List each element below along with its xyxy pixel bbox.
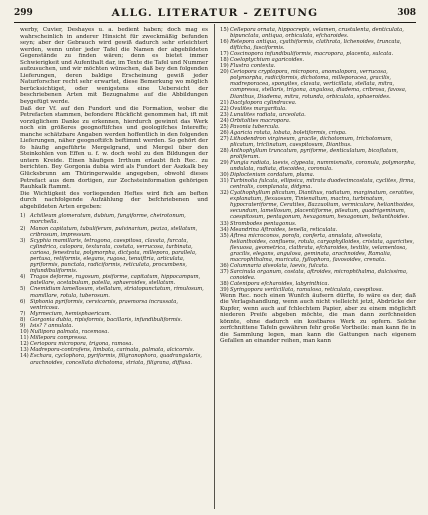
list-item	[220, 69, 416, 99]
item-text: Coeloptychium agaricoides.	[230, 57, 305, 64]
item-text: Diploctenium cordatum, pluma.	[230, 172, 315, 179]
item-number: 21)	[220, 99, 229, 106]
list-item	[220, 190, 416, 220]
item-number: 8)	[20, 316, 26, 323]
item-text: Eschara, cyclophora, pyriformis, filigranophora, quadrangularis, arachnoides, concellata dichotoma, striata, filigrana, diffusa.	[30, 353, 202, 366]
item-number: 6)	[20, 298, 26, 305]
item-text: Ovulites margaritula.	[230, 105, 287, 112]
item-number: 31)	[220, 178, 229, 185]
paragraph: Die Wichtigkeit des vorliegenden Heftes wird fich am beften durch nachfolgende Aufzählung der befchriebenen und abgebildeten Arten ergeben:	[20, 190, 208, 210]
item-number: 1)	[20, 213, 26, 220]
species-list-left	[20, 213, 208, 365]
list-item	[20, 238, 208, 275]
list-item	[220, 27, 416, 39]
closing-paragraph: Wenn Rec. noch einen Wunfch äufsern dürfte, fo wäre es der, daß die Verlagshandlung, wenn auch nicht vielleicht jetzt, Abdrücke der Kupfer, wenn auch auf fchlechtem Papier, aber zu einem möglichft niederen Preife abgeben möchte, die man dann zerfchneiden könnte, ohne dadurch ein kostbares Werk zu opfern. Solche zerfchnittene Tafeln gewähren fehr große Vortheile: man kann fie in die Sammlung legen, man kann die Gattungen nach eigenem Gefallen an einander reihen, man kann	[220, 293, 416, 344]
list-item	[20, 274, 208, 286]
paragraph: werby, Cuvier, Deshayes u. a. bedient haben; doch mag es wahrscheinlich in anderer Hinsicht für zweckmäßig befunden seyn; aber der Gebrauch wird gewiß dadurch sehr erleichtert werden, wenn unter jeder Tafel die Namen der abgebildeten Gegenstände zu finden wären; denn es bietet immer Schwierigkeit und Aufenthalt dar, im Texte die Tafel und Nummer aufzusuchen, und wir möchten wünschen, daß bey den folgenden Lieferungen, deren baldige Erscheinung gewiß jeder Naturforscher recht sehr erwartet, diese Bemerkung wo möglich berücksichtiget, oder wenigstens eine Uebersicht der beschriebenen Arten mit Bezugnahme auf die Abbildungen beygefügt werde.	[20, 27, 208, 106]
item-number: 13)	[20, 347, 29, 354]
item-text: Sarcinula organum, costata, aftroides, microphthalma, dulcissima, conoidea.	[230, 268, 408, 281]
item-text: Lunulites radiata, urceolata.	[230, 111, 306, 118]
page-header	[14, 8, 416, 22]
list-item	[20, 286, 208, 298]
list-item	[20, 353, 208, 365]
item-number: 3)	[20, 237, 26, 244]
item-text: Ceriopora cryptopora, micropora, anomalopora, verrucosa, polymorpha, radiciformis, dichotoma, milleporacea, gracilis, madreporacea, spongites, clavata, verticillata, stellata, mitra, compressa, stellaris, trigona, angulosa, diadema, cribrosa, favosa, Dianthus, Diadema, mitra, rotunda, orbiculata, sphaeroides.	[230, 69, 407, 100]
item-number: 22)	[220, 105, 229, 112]
item-text: Fungia radiata, laevis, clypeata, nummismalis, coronula, polymorpha, undulata, radiata, discoidea, coronula.	[230, 160, 416, 173]
item-text: Dactylopora cylindracea.	[230, 99, 297, 106]
item-number: 34)	[220, 226, 229, 233]
item-text: Anthophyllum truncatum, pyriforme, denticulatum, bicoflatum, proliferum.	[230, 147, 399, 160]
item-number: 28)	[220, 147, 229, 154]
item-number: 24)	[220, 117, 229, 124]
item-text: Tragos deforme, rugosum, pisiforme, capitatum, hippocampum, patellare, acetabulum, patella, sphaeroides, stellatum.	[30, 274, 201, 287]
item-number: 15)	[220, 27, 229, 33]
column-divider	[214, 24, 215, 509]
item-text: Strombodes pentagonus.	[230, 220, 297, 227]
item-number: 17)	[220, 51, 229, 58]
item-number: 37)	[220, 268, 229, 275]
item-number: 35)	[220, 232, 229, 239]
item-number: 5)	[20, 286, 26, 293]
list-item	[20, 299, 208, 311]
item-text: Scyphia mamillaris, tetragona, caespitosa, clavata, furcata, cylindrica, calopora, texturata, costata, verrucosa, turbinata, cariosa, fenestrata, polymorpha, dictyota, millepora, parallela, pertusa, retiformis, elegans, rugosa, tenuiftria, articulata, pyriformis, punctata, radiciformis, reticulata, procumbens, infundibuliformis.	[30, 237, 197, 275]
item-text: Pavonia tubercula.	[230, 123, 280, 130]
list-item	[220, 233, 416, 263]
item-number: 2)	[20, 225, 26, 232]
item-text: Columnaria alveolata, laevis, fulcata.	[230, 262, 329, 269]
item-number: 12)	[20, 341, 29, 348]
item-number: 26)	[220, 129, 229, 136]
item-number: 4)	[20, 274, 26, 281]
item-text: Ceriopora micropora, trigona, ramosa.	[30, 341, 134, 348]
item-text: Lithodendron virgineum, gracile, dichotomum, trichotomum, plicatum, triclinatum, caespitosum, Dianthus.	[230, 135, 393, 148]
item-text: Syringopora verticillata, ramulosa, reticulata, caespitosa.	[230, 287, 384, 294]
paragraph: Daß der Vf. auf den Fundort und die Formation, woher die Petrefacten stammen, befondere Rückficht genommen hat, ift mit vorzüglichem Danke zu erkennen, hierdurch gewinnt das Werk noch ein größeres geognoftifches und geologifches Intereffe; manche schätzbare Angaben werden hoffentlich in den folgenden Lieferungen, näher geognoftifch beftimmt werden. So gehört der fo häufig angeführte Mergelgrand, und Mergel über den Steinkohlen von Effen u. f. w. doch wohl zu den Bildungen der untern Kreide. Einen häufigen Irrthum erlaubt fich Rec. zu berichten. Bey Gorgonia dubia wird als Fundort der Aszkalk bey Glücksbrunn am Thüringerwalde angegeben, obwohl dieses Petrefact aus dem dortigen, zur Zechsteinformation gehörigen Rauhkalk ftammt.	[20, 105, 208, 191]
item-text: Myrmecium, hemisphaericum.	[30, 310, 112, 317]
item-number: 11)	[20, 335, 29, 342]
item-text: Manon capitatum, tubuliferum, pulvinarium, peziza, stellatum, cribrosum, impressum.	[30, 225, 198, 238]
item-text: Turbinolia fulcata, ellipsica, mitrata duodecimcostata, cyclites, firma, centralis, complanata, didyma.	[230, 178, 416, 191]
item-number: 20)	[220, 69, 229, 76]
item-number: 32)	[220, 190, 229, 197]
item-text: Madrepora-controfens, limbata, carinata, palmata, alcicornis.	[30, 347, 195, 354]
item-number: 25)	[220, 123, 229, 130]
item-number: 10)	[20, 329, 29, 336]
item-text: Isis? ? annulata.	[30, 323, 74, 329]
header-rule	[14, 22, 416, 23]
item-number: 38)	[220, 280, 229, 287]
item-number: 7)	[20, 310, 26, 317]
list-item	[220, 39, 416, 51]
item-text: Meandrina Aftroides, tenella, reticulata.	[230, 226, 338, 233]
item-number: 29)	[220, 160, 229, 167]
item-number: 30)	[220, 172, 229, 179]
item-text: Orbitolites macropora.	[230, 117, 291, 124]
list-item	[220, 160, 416, 172]
item-text: Agaricia rotata, lobata, boletiformis, crispa.	[230, 129, 347, 136]
item-text: Flustra contexta.	[230, 63, 276, 70]
item-text: Siphonia pyriformis, cervicornis, praemorsa incrassata, ventricosa.	[30, 298, 179, 311]
item-text: Gorgonia dubia, ripisformis, bacillaris, infundibuliformis.	[30, 316, 183, 323]
list-item	[220, 287, 416, 293]
list-item	[220, 269, 416, 281]
page-number-right: 308	[397, 8, 416, 18]
item-number: 36)	[220, 262, 229, 269]
left-column	[20, 27, 208, 366]
item-text: Achilleum glomeratum, dubium, fungiforme, cheirotonum, morchella.	[30, 213, 186, 226]
item-number: 27)	[220, 135, 229, 142]
item-number: 33)	[220, 220, 229, 227]
item-text: Cnemidium lamellosum, stellatum, striatopunctatum, rimulosum, mamillare, rotula, tuberosum.	[30, 286, 204, 299]
right-column	[220, 27, 416, 344]
item-text: Cyathophyllum plicatum, Dianthus, radiatum, marginatum, ceratites, explanatum, flexuosum, Tinienaltum, mactra, turbinatum, hypocrateriforme, Ceratites, Bazzuolium, vermiculare, helianthoides, secundum, lamellosum, placentiforme, pileatum, quadrigeminum, caespitosum, pentagonum, hexagonum, hexagonum, helianthoides.	[230, 190, 415, 221]
item-text: Millepora compressa.	[30, 335, 88, 342]
item-text: Nullipora palmata, racemosa.	[30, 329, 110, 336]
item-text: Coscinopora infundibuliformis, macropora, placenta, sulcata.	[230, 51, 394, 58]
list-item	[220, 178, 416, 190]
item-number: 23)	[220, 111, 229, 118]
item-number: 19)	[220, 63, 229, 70]
item-text: Retepora antiqua, cyathiformis, clathrata, lichenoides, truncata, difticha, fasciformis.	[230, 39, 402, 52]
item-number: 16)	[220, 39, 229, 46]
page-number-left: 299	[14, 8, 33, 18]
item-text: Aftrea microconos, porofa, conferta, annulata, aliveolata, helianthoides, confluens, rotula, caryophylloides, cristata, agaricites, flexuosa, geometrica, clathrata, efcharoides, textilis, velamentosa, gracilis, elegans, angulosa, geminata, arachnoides, Ramalia, macrophthalma, muricata, fyllophora, favosoides, crenata.	[230, 232, 415, 263]
item-number: 39)	[220, 287, 229, 294]
list-item	[220, 136, 416, 148]
list-item	[20, 213, 208, 225]
item-number: 18)	[220, 57, 229, 64]
item-text: Cellepora ornata, hippocrepis, velamen, crustulenta, denticulata, bipunctata, antiqua, orbiculata, efcharoides.	[230, 27, 404, 40]
list-item	[220, 148, 416, 160]
species-list-right	[220, 27, 416, 293]
journal-title: ALLG. LITERATUR - ZEITUNG	[111, 7, 319, 19]
item-number: 14)	[20, 353, 29, 360]
item-number: 9)	[20, 323, 26, 329]
list-item	[20, 226, 208, 238]
item-text: Catenipora efcharoides, labyrinthica.	[230, 280, 330, 287]
